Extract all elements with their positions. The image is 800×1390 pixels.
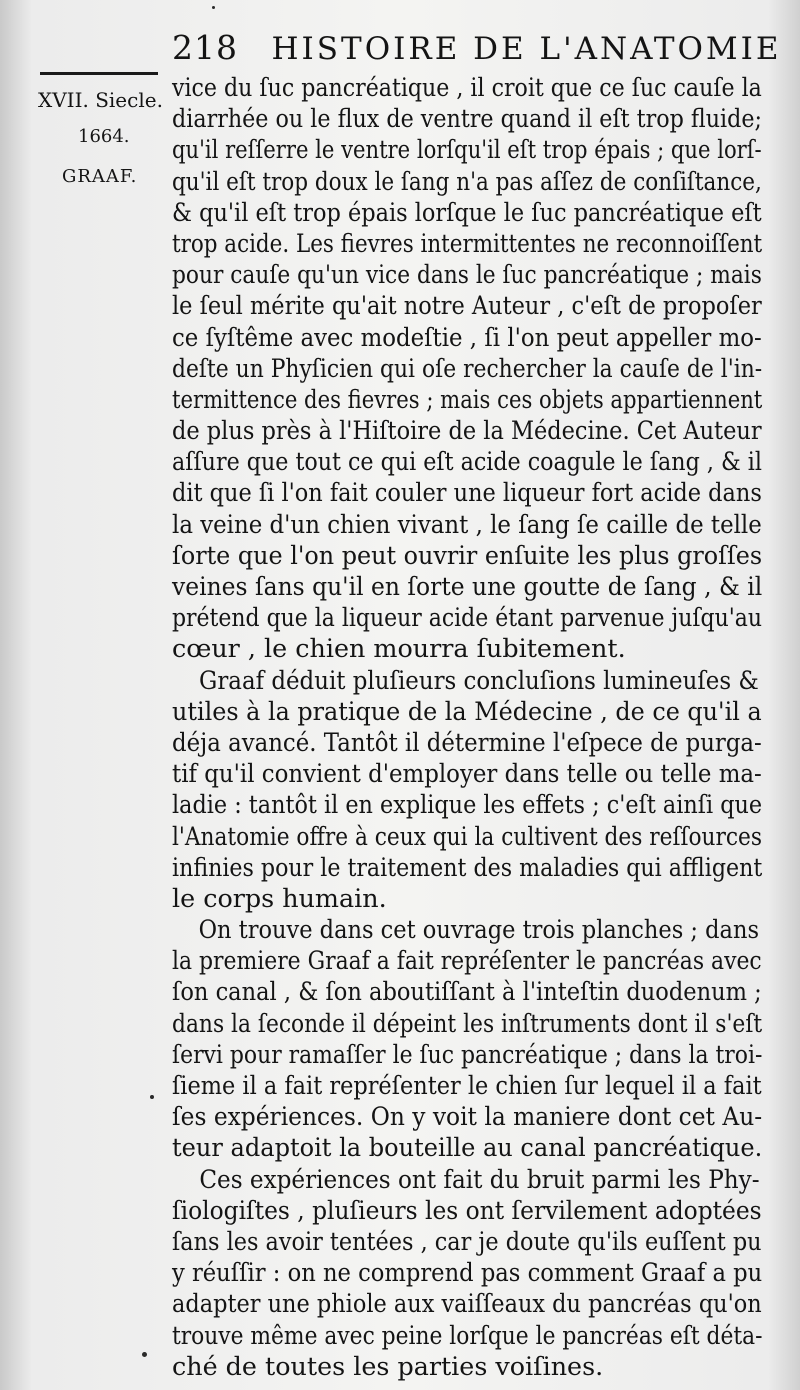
ink-speck bbox=[142, 1352, 147, 1357]
text-line: deſte un Phyſicien qui oſe rechercher la cauſe de l'in- bbox=[172, 352, 763, 383]
margin-author: GRAAF. bbox=[62, 166, 138, 187]
page-number: 218 bbox=[172, 28, 238, 67]
text-line: l'Anatomie offre à ceux qui la cultivent des reſſources bbox=[172, 820, 762, 851]
text-line: On trouve dans cet ouvrage trois planches ; dans bbox=[198, 914, 759, 945]
text-line: trouve même avec peine lorſque le pancréas eſt déta- bbox=[172, 1319, 763, 1350]
text-line: diarrhée ou le flux de ventre quand il eſt trop fluide; bbox=[172, 103, 763, 134]
text-line: ſiologiſtes , pluſieurs les ont ſervilement adoptées bbox=[172, 1194, 762, 1225]
text-line: le ſeul mérite qu'ait notre Auteur , c'eſt de propoſer bbox=[172, 290, 762, 321]
page-header bbox=[172, 28, 782, 68]
text-line: adapter une phiole aux vaiſſeaux du pancréas qu'on bbox=[172, 1288, 762, 1319]
text-line: Ces expériences ont fait du bruit parmi les Phy- bbox=[199, 1163, 760, 1194]
text-line: la veine d'un chien vivant , le ſang ſe caille de telle bbox=[172, 508, 762, 539]
text-line: ce ſyſtême avec modeſtie , ſi l'on peut appeller mo- bbox=[172, 321, 762, 352]
text-line: pour cauſe qu'un vice dans le ſuc pancréatique ; mais bbox=[172, 259, 762, 290]
text-line: ſorte que l'on peut ouvrir enſuite les plus groſſes bbox=[172, 539, 763, 570]
text-line: cœur , le chien mourra ſubitement. bbox=[172, 633, 626, 664]
running-head: HISTOIRE DE L'ANATOMIE bbox=[271, 31, 782, 67]
text-line: le corps humain. bbox=[172, 882, 387, 913]
text-line: ſieme il a fait repréſenter le chien ſur lequel il a fait bbox=[172, 1070, 762, 1100]
text-line: vice du ſuc pancréatique , il croit que ce ſuc cauſe la bbox=[172, 72, 762, 102]
text-line: ladie : tantôt il en explique les effets ; c'eſt ainſi que bbox=[172, 789, 763, 820]
text-line: veines ſans qu'il en ſorte une goutte de ſang , & il bbox=[172, 571, 763, 601]
ink-speck bbox=[212, 6, 215, 9]
text-line: dans la ſeconde il dépeint les inſtruments dont il s'eſt bbox=[172, 1007, 763, 1038]
text-line: trop acide. Les fievres intermittentes ne reconnoiſſent bbox=[172, 227, 763, 258]
text-line: de plus près à l'Hiſtoire de la Médecine. Cet Auteur bbox=[172, 415, 762, 446]
margin-century: XVII. Siecle. bbox=[38, 88, 163, 112]
text-line: Graaf déduit pluſieurs concluſions lumineuſes & bbox=[199, 664, 759, 695]
text-line: déja avancé. Tantôt il détermine l'eſpece de purga- bbox=[172, 726, 762, 757]
text-line: ſon canal , & ſon aboutiſſant à l'inteſtin duodenum ; bbox=[172, 976, 762, 1007]
ink-speck bbox=[150, 1095, 154, 1099]
text-line: y réuſſir : on ne comprend pas comment Graaf a pu bbox=[172, 1257, 763, 1288]
text-line: ſans les avoir tentées , car je doute qu'ils euſſent pu bbox=[172, 1225, 762, 1256]
text-line: dit que ſi l'on fait couler une liqueur fort acide dans bbox=[172, 477, 762, 508]
text-line: aſſure que tout ce qui eſt acide coagule le ſang , & il bbox=[172, 446, 762, 477]
text-line: ché de toutes les parties voiſines. bbox=[172, 1350, 604, 1381]
text-line: prétend que la liqueur acide étant parvenue juſqu'au bbox=[172, 602, 763, 633]
margin-rule bbox=[40, 72, 158, 75]
text-line: termittence des fievres ; mais ces objets appartiennent bbox=[172, 383, 763, 414]
text-line: teur adaptoit la bouteille au canal pancréatique. bbox=[172, 1132, 763, 1163]
margin-year: 1664. bbox=[78, 126, 130, 147]
text-line: infinies pour le traitement des maladies qui affligent bbox=[172, 851, 763, 882]
text-line: qu'il reſſerre le ventre lorſqu'il eſt trop épais ; que lorſ- bbox=[172, 134, 762, 165]
body-text bbox=[172, 72, 762, 1382]
text-line: & qu'il eſt trop épais lorſque le ſuc pancréatique eſt bbox=[172, 196, 762, 227]
text-line: tif qu'il convient d'employer dans telle ou telle ma- bbox=[172, 758, 762, 789]
text-line: ſes expériences. On y voit la maniere dont cet Au- bbox=[172, 1101, 763, 1132]
text-line: la premiere Graaf a fait repréſenter le pancréas avec bbox=[172, 945, 762, 976]
text-line: utiles à la pratique de la Médecine , de ce qu'il a bbox=[172, 695, 762, 726]
text-line: qu'il eſt trop doux le ſang n'a pas aſſez de conſiſtance, bbox=[172, 165, 762, 196]
text-line: ſervi pour ramaſſer le ſuc pancréatique ; dans la troi- bbox=[172, 1038, 763, 1069]
